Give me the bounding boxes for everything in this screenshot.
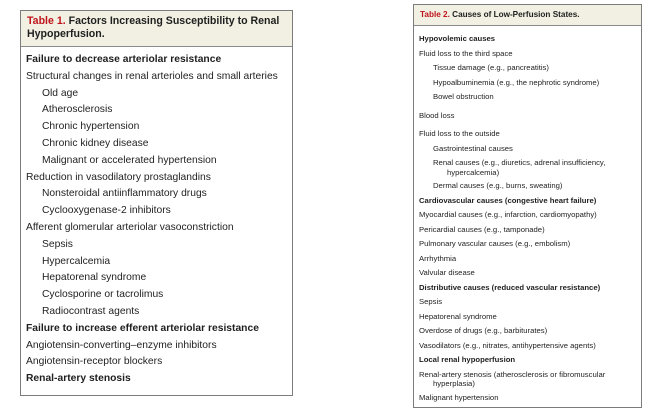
table-1-row: Structural changes in renal arterioles and small arteries (26, 70, 278, 82)
table-2-row: Bowel obstruction (433, 92, 494, 101)
table-1-header (21, 11, 292, 47)
table-1-row: Renal-artery stenosis (26, 373, 131, 385)
table-1-row: Failure to decrease arteriolar resistance (26, 54, 222, 65)
table-2-row: Hepatorenal syndrome (419, 311, 497, 321)
table-1-row: Chronic hypertension (42, 121, 140, 133)
table-2-row: Pericardial causes (e.g., tamponade) (419, 224, 545, 234)
table-1-row: Cyclooxygenase-2 inhibitors (42, 205, 171, 217)
table-2-row: Fluid loss to the third space (419, 48, 513, 58)
table-2-number: Table 2. (420, 10, 450, 19)
table-1-row: Nonsteroidal antiinflammatory drugs (42, 188, 207, 200)
table-2-row: Distributive causes (reduced vascular resistance) (419, 282, 601, 292)
table-2-row: Overdose of drugs (e.g., barbiturates) (419, 326, 548, 335)
table-1-row: Afferent glomerular arteriolar vasoconstriction (26, 221, 234, 233)
table-1-row: Radiocontrast agents (42, 305, 140, 317)
table-2-row: Renal causes (e.g., diuretics, adrenal insufficiency, hypercalcemia) (433, 158, 606, 177)
table-1-row: Hepatorenal syndrome (42, 272, 147, 284)
table-1-row: Angiotensin-converting–enzyme inhibitors (26, 339, 217, 351)
table-1-row: Atherosclerosis (42, 104, 113, 116)
table-2-row: Fluid loss to the outside (419, 129, 500, 138)
table-2-row: Sepsis (419, 297, 443, 306)
table-2-title: Causes of Low-Perfusion States. (449, 10, 580, 19)
table-2-row: Pulmonary vascular causes (e.g., embolism) (419, 239, 571, 248)
table-2-row: Arrhythmia (419, 253, 457, 263)
table-1-row: Old age (42, 87, 79, 99)
table-1-row: Failure to increase efferent arteriolar resistance (26, 322, 259, 334)
table-2-row: Malignant hypertension (419, 392, 499, 402)
table-2 (413, 4, 642, 408)
table-2-row: Vasodilators (e.g., nitrates, antihypertensive agents) (419, 340, 596, 350)
table-2-row: Myocardial causes (e.g., infarction, cardiomyopathy) (419, 210, 597, 219)
table-1-row: Sepsis (42, 238, 73, 250)
table-1-title: Factors Increasing Susceptibility to Renal Hypoperfusion. (27, 15, 280, 40)
table-2-row: Hypovolemic causes (419, 34, 496, 43)
table-2-row: Gastrointestinal causes (433, 143, 513, 153)
table-1-row: Hypercalcemia (42, 255, 111, 267)
table-1-body (21, 47, 292, 388)
table-2-row: Dermal causes (e.g., burns, sweating) (433, 181, 563, 190)
table-1-row: Chronic kidney disease (42, 137, 149, 149)
table-1-row: Angiotensin-receptor blockers (26, 356, 163, 368)
table-1-number: Table 1. (27, 15, 66, 27)
table-1-row: Malignant or accelerated hypertension (42, 154, 217, 166)
table-2-row: Cardiovascular causes (congestive heart failure) (419, 195, 597, 205)
table-2-row: Hypoalbuminemia (e.g., the nephrotic syndrome) (433, 77, 600, 87)
table-2-row: Local renal hypoperfusion (419, 355, 516, 364)
table-2-row: Renal-artery stenosis (atherosclerosis or fibromuscular hyperplasia) (419, 369, 606, 388)
table-2-row: Valvular disease (419, 268, 475, 277)
table-2-header (414, 5, 641, 26)
table-1 (20, 10, 293, 396)
table-1-row: Cyclosporine or tacrolimus (42, 289, 164, 301)
table-1-row: Reduction in vasodilatory prostaglandins (26, 171, 211, 183)
table-2-row: Tissue damage (e.g., pancreatitis) (433, 63, 549, 72)
table-2-body (414, 26, 641, 405)
table-2-row: Blood loss (419, 110, 455, 120)
